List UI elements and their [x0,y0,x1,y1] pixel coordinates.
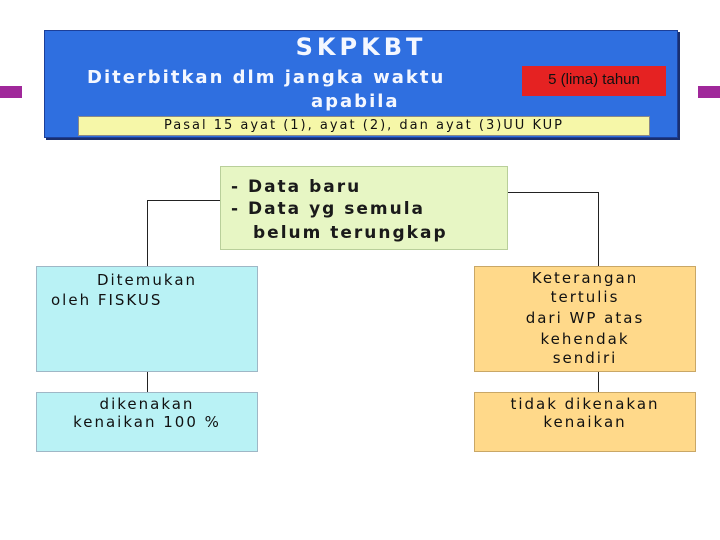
subtitle-line-2: apabila [311,91,400,112]
condition-line-2: - Data yg semula [231,199,426,219]
right-slide-marker [698,86,720,98]
statement-line-2: tertulis [550,288,620,306]
condition-line-1: - Data baru [231,177,362,197]
connector-right-vertical [598,192,599,266]
legal-basis-bar: Pasal 15 ayat (1), ayat (2), dan ayat (3)UU KUP [78,116,650,136]
increase-line-2: kenaikan 100 % [73,413,221,431]
found-by-fiscus-box [36,266,258,372]
diagram-title: SKPKBT [295,33,427,61]
found-line-1: Ditemukan [96,271,198,289]
connector-left-lower [147,372,148,392]
taxpayer-statement-box [474,266,696,372]
statement-line-5: sendiri [552,349,618,367]
no-increase-line-1: tidak dikenakan [510,395,660,413]
no-increase-box [474,392,696,452]
increase-line-1: dikenakan [99,395,195,413]
found-line-2: oleh FISKUS [51,291,163,309]
connector-right-horizontal [507,192,599,193]
statement-line-1: Keterangan [531,269,639,287]
period-badge: 5 (lima) tahun [522,66,666,96]
statement-line-3: dari WP atas [525,309,645,327]
condition-line-3: belum terungkap [253,223,448,243]
connector-left-vertical [147,200,148,266]
left-slide-marker [0,86,22,98]
statement-line-4: kehendak [540,330,630,348]
connector-left-horizontal [147,200,221,201]
subtitle-line-1: Diterbitkan dlm jangka waktu [87,67,446,88]
connector-right-lower [598,372,599,392]
condition-box [220,166,508,250]
no-increase-line-2: kenaikan [543,413,627,431]
increase-100-box [36,392,258,452]
